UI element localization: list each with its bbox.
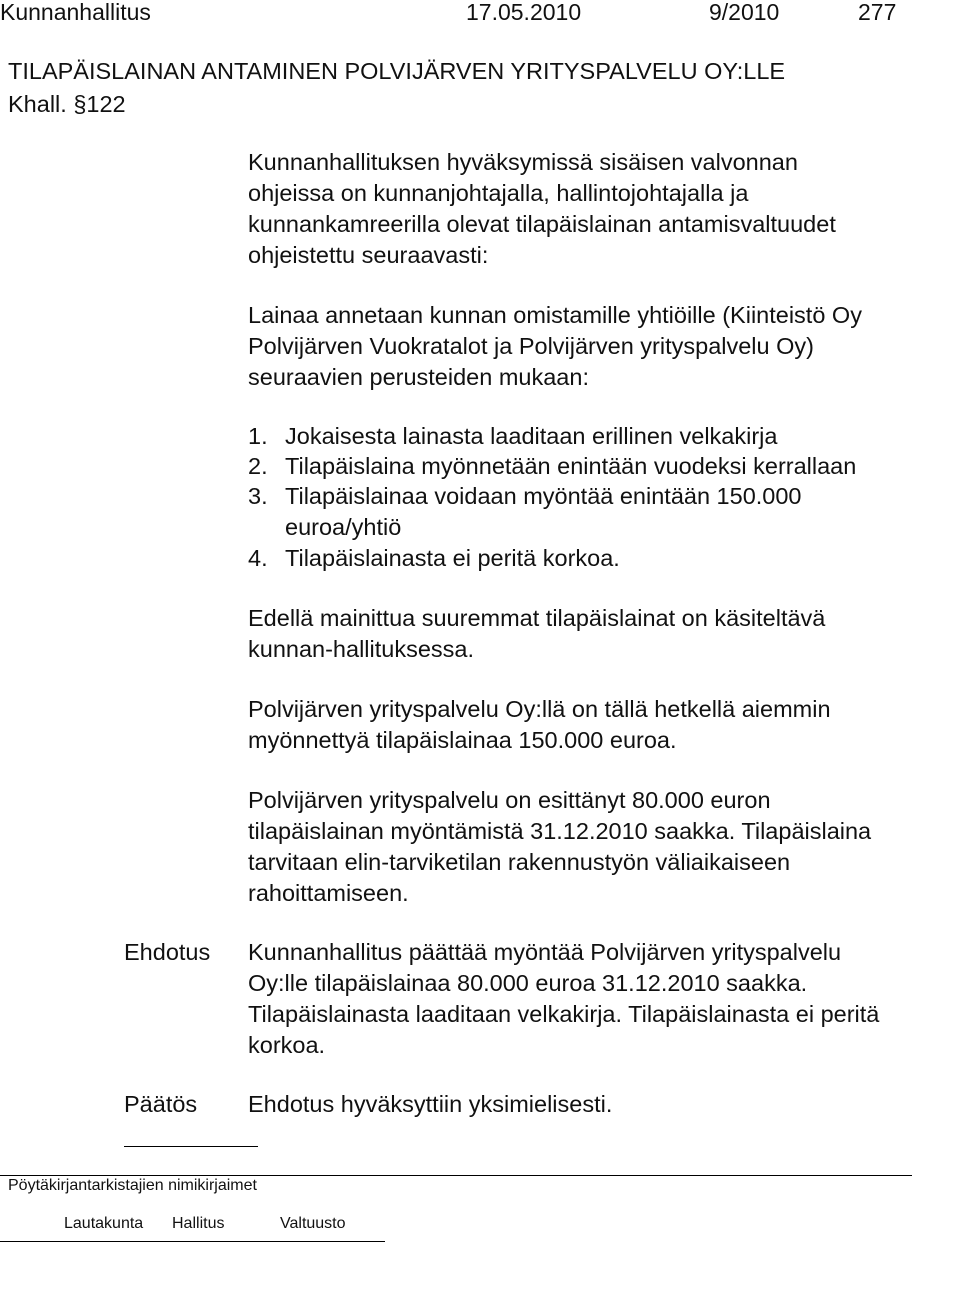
footer-column-lautakunta: Lautakunta (64, 1215, 144, 1232)
proposal-label: Ehdotus (124, 939, 211, 965)
list-item-3-text-cont: euroa/yhtiö (285, 514, 402, 540)
list-item-2-text: Tilapäislaina myönnetään enintään vuodeksi kerrallaan (285, 453, 857, 479)
list-item-1-number: 1. (248, 423, 268, 449)
footer-initials-line (0, 1241, 385, 1242)
decision-underline (124, 1146, 258, 1147)
list-item-3-number: 3. (248, 483, 268, 509)
list-item-4-text: Tilapäislainasta ei peritä korkoa. (285, 545, 620, 571)
request-paragraph: Polvijärven yrityspalvelu on esittänyt 80.000 euron tilapäislainan myöntämistä 31.12.2010 saakka. Tilapäislaina tarvitaan elin-tarviketilan rakennustyön väliaikaiseen rahoittamiseen. (248, 787, 872, 906)
intro-paragraph: Kunnanhallituksen hyväksymissä sisäisen valvonnan ohjeissa on kunnanjohtajalla, hallintojohtajalla ja kunnankamreerilla olevat tilapäislainan antamisvaltuudet ohjeistettu seuraavasti: (248, 149, 836, 268)
header-org: Kunnanhallitus (0, 0, 151, 25)
footer-column-valtuusto: Valtuusto (280, 1215, 346, 1232)
header-page: 277 (858, 0, 897, 25)
list-item-3-text: Tilapäislainaa voidaan myöntää enintään 150.000 (285, 483, 802, 509)
conditions-intro-paragraph: Lainaa annetaan kunnan omistamille yhtiöille (Kiinteistö Oy Polvijärven Vuokratalot ja Polvijärven yrityspalvelu Oy) seuraavien perusteiden mukaan: (248, 302, 862, 390)
list-item-4-number: 4. (248, 545, 268, 571)
proposal-text: Kunnanhallitus päättää myöntää Polvijärven yrityspalvelu Oy:lle tilapäislainaa 80.000 euroa 31.12.2010 saakka. Tilapäislainasta laaditaan velkakirja. Tilapäislainasta ei peritä korkoa. (248, 939, 880, 1058)
header-number: 9/2010 (709, 0, 780, 25)
list-item-2-number: 2. (248, 453, 268, 479)
decision-label: Päätös (124, 1091, 198, 1117)
document-title: TILAPÄISLAINAN ANTAMINEN POLVIJÄRVEN YRITYSPALVELU OY:LLE (8, 58, 786, 84)
header-date: 17.05.2010 (466, 0, 582, 25)
section-number: Khall. §122 (8, 91, 126, 117)
decision-text: Ehdotus hyväksyttiin yksimielisesti. (248, 1091, 613, 1117)
larger-loans-paragraph: Edellä mainittua suuremmat tilapäislainat on käsiteltävä kunnan-hallituksessa. (248, 605, 826, 662)
footer-initials-label: Pöytäkirjantarkistajien nimikirjaimet (8, 1177, 257, 1194)
footer-column-hallitus: Hallitus (172, 1215, 225, 1232)
existing-loan-paragraph: Polvijärven yrityspalvelu Oy:llä on tällä hetkellä aiemmin myönnettyä tilapäislainaa 150.000 euroa. (248, 696, 831, 753)
list-item-1-text: Jokaisesta lainasta laaditaan erillinen velkakirja (285, 423, 778, 449)
